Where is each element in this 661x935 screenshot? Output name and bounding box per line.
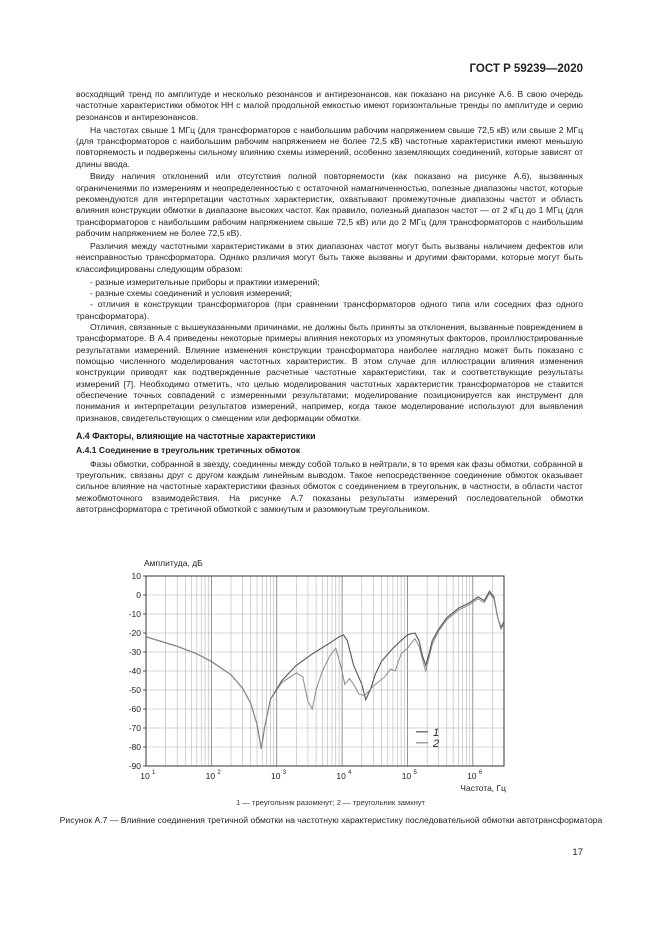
y-tick-label: -30 bbox=[128, 647, 141, 657]
x-tick-exponent: 6 bbox=[478, 770, 483, 776]
document-body bbox=[76, 89, 583, 517]
x-tick-exponent: 3 bbox=[282, 770, 287, 776]
page-number: 17 bbox=[572, 847, 583, 858]
x-tick-exponent: 5 bbox=[413, 770, 417, 776]
paragraph: Фазы обмотки, собранной в звезду, соединены между собой только в нейтрали, в то время как фазы обмотки, собранной в треугольник, связаны друг с другом каждым линейным выводом. Такое непосредственное соединение обмоток оказывает сильное влияние на частотные характеристики фазных обмоток с соединением в треугольник, в частности, в области частот межобмоточного взаимодействия. На рисунке А.7 показаны результаты измерений последовательной обмотки автотрансформатора с третичной обмоткой с замкнутым и разомкнутым треугольником. bbox=[76, 458, 583, 515]
x-tick-label: 10 bbox=[401, 771, 412, 781]
y-tick-label: 10 bbox=[131, 571, 141, 581]
x-tick-label: 10 bbox=[467, 771, 477, 781]
x-tick-label: 10 bbox=[205, 771, 216, 781]
series-line-1 bbox=[146, 591, 504, 749]
x-tick-exponent: 2 bbox=[217, 770, 221, 776]
x-tick-exponent: 4 bbox=[348, 770, 352, 776]
paragraph: восходящий тренд по амплитуде и несколько резонансов и антирезонансов, как показано на рисунке А.6. В свою очередь частотные характеристики обмоток НН с малой продольной емкостью имеют горизонтальные тренды по амплитуде и серию резонансов и антирезонансов. bbox=[76, 89, 583, 122]
paragraph: Различия между частотными характеристиками в этих диапазонах частот могут быть вызваны наличием дефектов или неисправностью трансформатора. Однако различия могут быть также вызваны и другими факторами, которые могут быть классифицированы следующим образом: bbox=[76, 240, 583, 274]
section-heading: А.4 Факторы, влияющие на частотные характеристики bbox=[76, 430, 316, 441]
y-axis-label: Амплитуда, дБ bbox=[144, 558, 203, 568]
frequency-response-chart bbox=[100, 552, 520, 796]
list-item: - отличия в конструкции трансформаторов (при сравнении трансформаторов одного типа или соседних фаз одного трансформатора). bbox=[76, 299, 583, 321]
paragraph: Ввиду наличия отклонений или отсутствия полной повторяемости (как показано на рисунке А.6), вызванных ограничениями по измерениям и неопределенностью с остаточной намагниченностью, полезные диапазоны частот, которые рекомендуются для интерпретации частотных характеристик, охватывают промежуточные диапазоны частот и область влияния конструкции обмотки в диапазоне высоких частот. Как правило, полезный диапазон частот — от 2 кГц до 1 МГц (для трансформаторов с наибольшим рабочим напряжением свыше 72,5 кВ) или до 2 МГц (для трансформаторов с наибольшим рабочим напряжением не более 72,5 кВ). bbox=[76, 171, 583, 239]
x-axis-label: Частота, Гц bbox=[460, 783, 506, 793]
subsection-heading: А.4.1 Соединение в треугольник третичных обмоток bbox=[76, 445, 301, 456]
x-tick-exponent: 1 bbox=[152, 770, 156, 776]
y-tick-label: -70 bbox=[128, 723, 141, 733]
document-header: ГОСТ Р 59239—2020 bbox=[469, 63, 583, 75]
x-tick-label: 10 bbox=[270, 771, 281, 781]
y-tick-label: -60 bbox=[128, 704, 141, 714]
paragraph: Отличия, связанные с вышеуказанными причинами, не должны быть приняты за отклонения, вызванные повреждением в трансформаторе. В А.4 приведены некоторые примеры влияния некоторых из упомянутых факторов, проиллюстрированные результатами измерений. Влияние изменения конструкции трансформатора наиболее наглядно может быть показано с помощью численного моделирования частотных характеристик. В этом случае для иллюстрации влияния изменения конструкции приводят как подтвержденные расчетные частотные характеристики, так и соответствующие результаты измерений [7]. Необходимо отметить, что целью моделирования частотных характеристик трансформаторов не ставится обеспечение точных совпадений с измеренными результатами; моделирование позиционируется как инструмент для понимания и интерпретации результатов измерений, например, когда такое моделирование используют для выявления признаков, свидетельствующих о смещении или деформации обмотки. bbox=[76, 321, 583, 423]
list-item: - разные схемы соединений и условия измерений; bbox=[90, 287, 293, 298]
y-tick-label: 0 bbox=[136, 590, 141, 600]
list-item: - разные измерительные приборы и практики измерений; bbox=[90, 276, 320, 287]
x-tick-label: 10 bbox=[336, 771, 346, 781]
legend-label: 2 bbox=[433, 737, 440, 750]
y-tick-label: -20 bbox=[128, 628, 141, 638]
y-tick-label: -50 bbox=[128, 685, 141, 695]
y-tick-label: -80 bbox=[128, 742, 141, 752]
legend-label: 1 bbox=[433, 726, 440, 739]
chart-legend-note: 1 — треугольник разомкнут; 2 — треугольник замкнут bbox=[235, 798, 426, 807]
y-tick-label: -90 bbox=[128, 761, 141, 771]
paragraph: На частотах свыше 1 МГц (для трансформаторов с наибольшим рабочим напряжением свыше 72,5 кВ) или свыше 2 МГц (для трансформаторов с наибольшим рабочим напряжением не более 72,5 кВ) частотные характеристики имеют меньшую повторяемость и подвержены сильному влиянию схемы измерений, особенно заземляющих соединений, которые зависят от длины ввода. bbox=[76, 124, 583, 169]
x-tick-label: 10 bbox=[140, 771, 150, 781]
y-tick-label: -10 bbox=[128, 609, 141, 619]
y-tick-label: -40 bbox=[128, 666, 141, 676]
figure-caption: Рисунок А.7 — Влияние соединения третичной обмотки на частотную характеристику последовательной обмотки автотрансформатора bbox=[59, 815, 603, 825]
